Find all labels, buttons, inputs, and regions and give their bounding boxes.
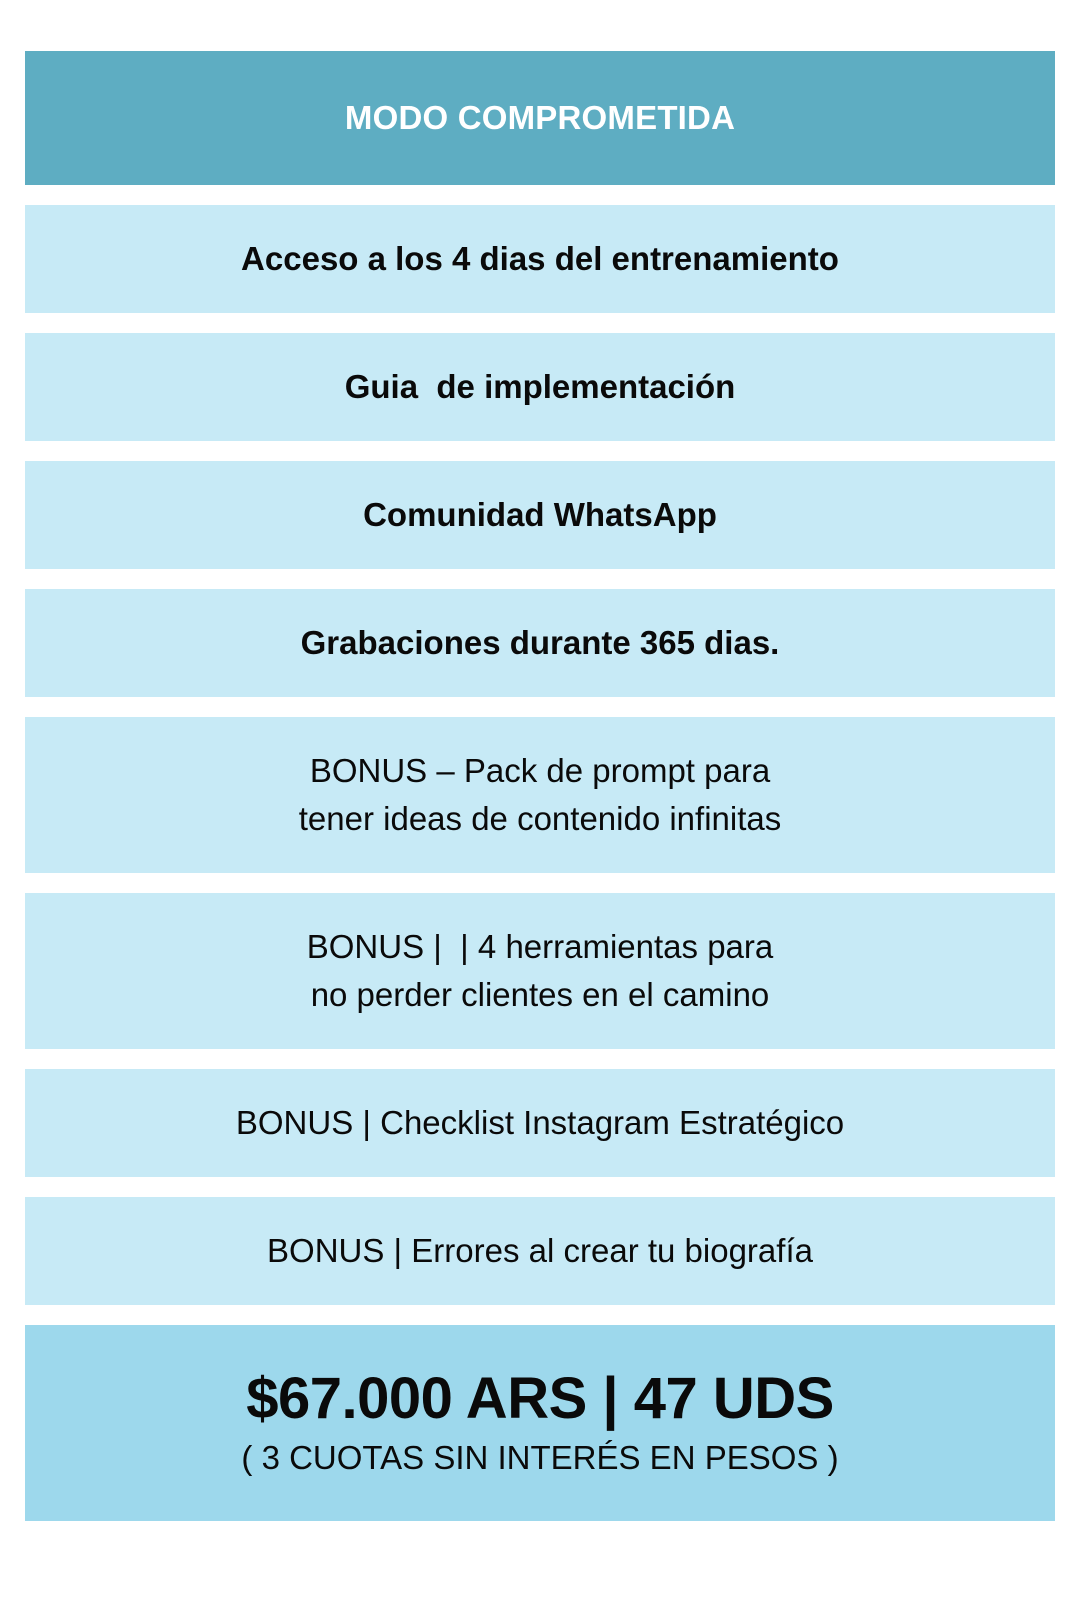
bonus-biography-text: BONUS | Errores al crear tu biografía [267,1232,813,1269]
feature-row-community [25,461,1055,569]
feature-recordings-text: Grabaciones durante 365 dias. [300,624,780,661]
plan-title: MODO COMPROMETIDA [344,99,736,136]
plan-header [25,51,1055,185]
bonus-checklist-text: BONUS | Checklist Instagram Estratégico [235,1104,845,1141]
feature-row-recordings [25,589,1055,697]
bonus-tools-line1: BONUS | | 4 herramientas para [306,928,774,965]
bonus-prompts-line1: BONUS – Pack de prompt para [309,752,771,789]
price-main: $67.000 ARS | 47 UDS [246,1366,834,1431]
feature-row-guide [25,333,1055,441]
bonus-row-checklist [25,1069,1055,1177]
price-block [25,1325,1055,1521]
bonus-prompts-line2: tener ideas de contenido infinitas [298,800,782,837]
feature-guide-text: Guia de implementación [344,368,736,405]
bonus-tools-line2: no perder clientes en el camino [310,976,770,1013]
bonus-row-tools [25,893,1055,1049]
bonus-row-biography [25,1197,1055,1305]
price-installments: ( 3 CUOTAS SIN INTERÉS EN PESOS ) [241,1439,839,1476]
feature-access-text: Acceso a los 4 dias del entrenamiento [241,240,839,277]
feature-row-access [25,205,1055,313]
feature-community-text: Comunidad WhatsApp [363,496,717,533]
bonus-row-prompts [25,717,1055,873]
